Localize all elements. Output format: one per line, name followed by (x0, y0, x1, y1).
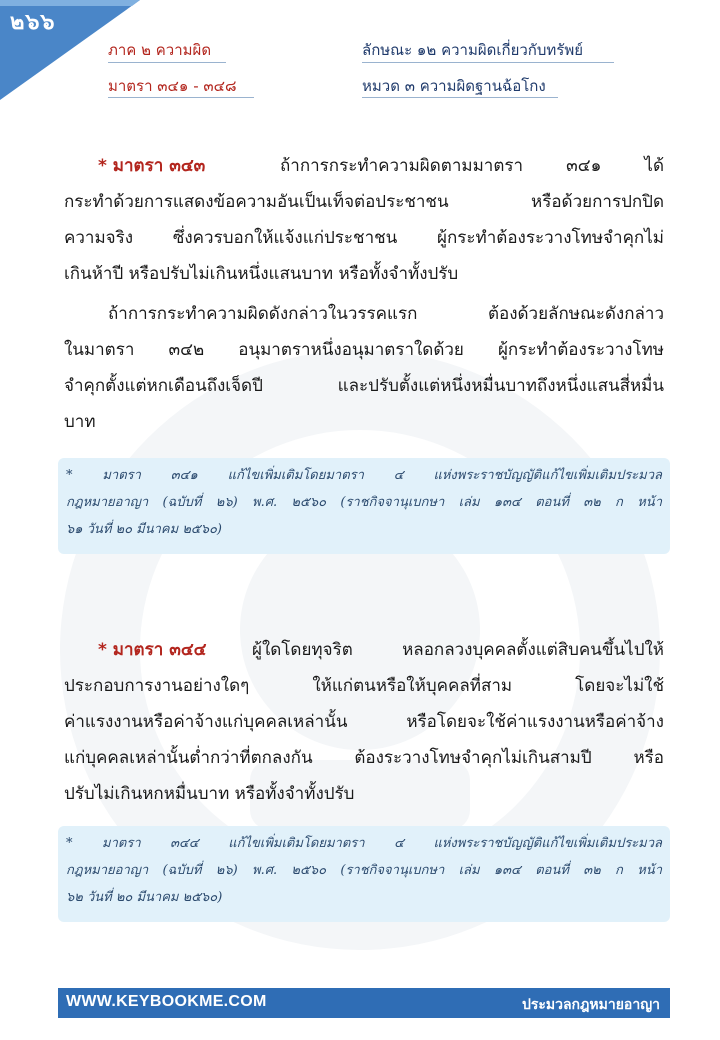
header-title: ลักษณะ ๑๒ ความผิดเกี่ยวกับทรัพย์ (362, 41, 584, 59)
note-line: กฎหมายอาญา (ฉบับที่ ๒๖) พ.ศ. ๒๕๖๐ (ราชกิจจานุเบกษา เล่ม ๑๓๔ ตอนที่ ๓๒ ก หน้า (66, 495, 662, 510)
note-line: ๖๑ วันที่ ๒๐ มีนาคม ๒๕๖๐) (66, 522, 222, 537)
text-line: ผู้ใดโดยทุจริต หลอกลวงบุคคลตั้งแต่สิบคนขึ้นไปให้ (252, 640, 664, 660)
note-line: * มาตรา ๓๔๑ แก้ไขเพิ่มเติมโดยมาตรา ๔ แห่งพระราชบัญญัติแก้ไขเพิ่มเติมประมวล (66, 468, 662, 483)
amendment-note-343 (58, 458, 670, 554)
amendment-note-344 (58, 826, 670, 922)
text-line: ความจริง ซึ่งควรบอกให้แจ้งแก่ประชาชน ผู้กระทำต้องระวางโทษจำคุกไม่ (64, 228, 664, 248)
page-number: ๒๖๖ (10, 10, 56, 35)
text-line: ค่าแรงงานหรือค่าจ้างแก่บุคคลเหล่านั้น หรือโดยจะใช้ค่าแรงงานหรือค่าจ้าง (64, 712, 664, 732)
text-line: กระทำด้วยการแสดงข้อความอันเป็นเท็จต่อประชาชน หรือด้วยการปกปิด (64, 192, 664, 212)
text-line: ปรับไม่เกินหกหมื่นบาท หรือทั้งจำทั้งปรับ (64, 784, 355, 804)
text-line: บาท (64, 412, 96, 432)
text-line: เกินห้าปี หรือปรับไม่เกินหนึ่งแสนบาท หรือทั้งจำทั้งปรับ (64, 264, 459, 284)
header-part: ภาค ๒ ความผิด (108, 41, 212, 59)
text-line: ประกอบการงานอย่างใดๆ ให้แก่ตนหรือให้บุคคลที่สาม โดยจะไม่ใช้ (64, 676, 664, 696)
text-line: ถ้าการกระทำความผิดดังกล่าวในวรรคแรก ต้องด้วยลักษณะดังกล่าว (108, 304, 664, 324)
footer-bar (58, 988, 670, 1018)
section-344-heading: * มาตรา ๓๔๔ (98, 640, 207, 660)
note-line: ๖๒ วันที่ ๒๐ มีนาคม ๒๕๖๐) (66, 890, 223, 905)
note-line: กฎหมายอาญา (ฉบับที่ ๒๖) พ.ศ. ๒๕๖๐ (ราชกิจจานุเบกษา เล่ม ๑๓๔ ตอนที่ ๓๒ ก หน้า (66, 863, 662, 878)
text-line: จำคุกตั้งแต่หกเดือนถึงเจ็ดปี และปรับตั้งแต่หนึ่งหมื่นบาทถึงหนึ่งแสนสี่หมื่น (64, 376, 664, 396)
section-344-paragraph-1 (64, 632, 664, 812)
text-line: ในมาตรา ๓๔๒ อนุมาตราหนึ่งอนุมาตราใดด้วย ผู้กระทำต้องระวางโทษ (64, 340, 664, 360)
text-line: ถ้าการกระทำความผิดตามมาตรา ๓๔๑ ได้ (280, 156, 664, 176)
text-line: แก่บุคคลเหล่านั้นต่ำกว่าที่ตกลงกัน ต้องระวางโทษจำคุกไม่เกินสามปี หรือ (64, 748, 664, 768)
footer-book-title: ประมวลกฎหมายอาญา (521, 996, 660, 1012)
section-343-heading: * มาตรา ๓๔๓ (98, 156, 206, 176)
header-chapter: หมวด ๓ ความผิดฐานฉ้อโกง (362, 77, 546, 95)
footer-website-link[interactable]: WWW.KEYBOOKME.COM (66, 993, 267, 1010)
section-343-paragraph-2 (64, 296, 664, 440)
header-sections-range: มาตรา ๓๔๑ - ๓๔๘ (108, 77, 237, 95)
section-343-paragraph-1 (64, 148, 664, 292)
note-line: * มาตรา ๓๔๔ แก้ไขเพิ่มเติมโดยมาตรา ๔ แห่งพระราชบัญญัติแก้ไขเพิ่มเติมประมวล (66, 836, 662, 851)
